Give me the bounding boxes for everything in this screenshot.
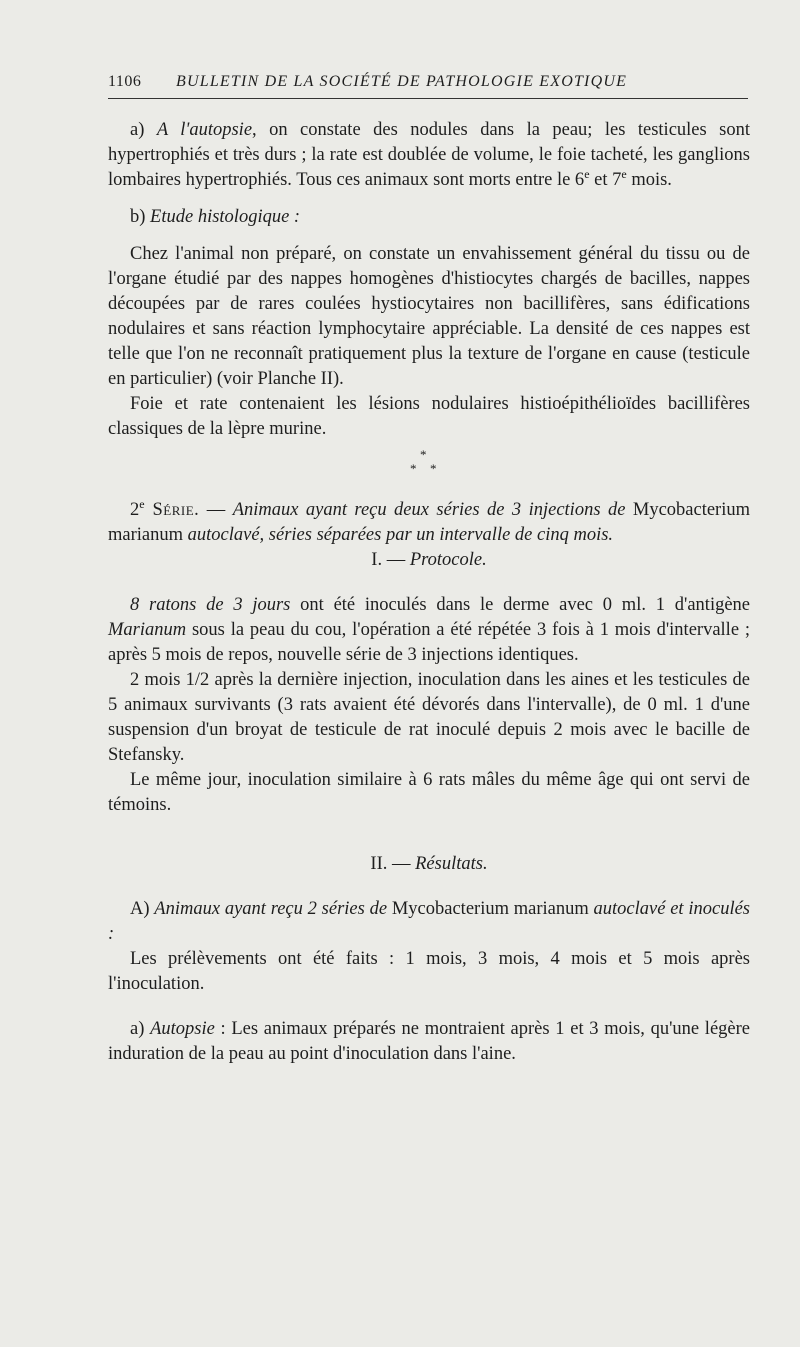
paragraph-text: ont été inoculés dans le derme avec 0 ml. 1 d'antigène xyxy=(290,595,751,615)
series-heading xyxy=(108,498,750,548)
asterism xyxy=(108,442,750,486)
section-protocole-heading xyxy=(108,548,750,573)
paragraph-label: a) xyxy=(130,1019,151,1039)
paragraph-temoins: Le même jour, inoculation similaire à 6 rats mâles du même âge qui ont servi de témoins. xyxy=(108,770,750,815)
section-numeral: II. — xyxy=(370,854,416,874)
paragraph-label: A) xyxy=(130,899,155,919)
paragraph-text: , on constate des nodules dans la peau; les testicules sont hypertrophiés et très durs ; la rate est doublée de volume, le foie tacheté, les ganglions lombaires hypertrophiés. Tous ces animaux sont morts entre le 6 xyxy=(108,120,750,190)
series-number: 2 xyxy=(130,500,140,520)
italic-phrase: Animaux ayant reçu deux séries de 3 injections de xyxy=(232,500,626,520)
paragraph-text: sous la peau du cou, l'opération a été répétée 3 fois à 1 mois d'intervalle ; après 5 mois de repos, nouvelle série de 3 injections identiques. xyxy=(108,620,750,665)
running-title: BULLETIN DE LA SOCIÉTÉ DE PATHOLOGIE EXOTIQUE xyxy=(176,73,628,90)
series-label: Série. xyxy=(144,500,200,520)
italic-phrase: Animaux ayant reçu 2 séries de xyxy=(154,899,388,919)
paragraph-etude-heading xyxy=(108,205,750,230)
asterism-star: * xyxy=(430,461,437,476)
paragraph-animaux-heading xyxy=(108,897,750,947)
italic-phrase: Marianum xyxy=(108,620,187,640)
species-name: Mycobacterium marianum xyxy=(387,899,594,919)
paragraph-label: a) xyxy=(130,120,157,140)
paragraph-inoculation: 2 mois 1/2 après la dernière injection, inoculation dans les aines et les testicules de 5 animaux survivants (3 rats avaient été dévorés dans l'intervalle), de 0 ml. 1 d'une suspension d'un broyat de testicule de rat inoculé depuis 2 mois avec le bacille de Stefansky. xyxy=(108,670,750,765)
section-numeral: I. — xyxy=(371,550,410,570)
dash: — xyxy=(199,500,233,520)
paragraph-label: b) xyxy=(130,207,151,227)
italic-phrase: autoclavé et inoculés : xyxy=(108,899,750,944)
paragraph-text: et 7 xyxy=(589,170,622,190)
superscript: e xyxy=(139,497,145,511)
species-name: Mycobacterium marianum xyxy=(108,500,750,545)
paragraph-ratons xyxy=(108,593,750,668)
italic-phrase: Etude histologique : xyxy=(150,207,301,227)
body-text xyxy=(108,118,750,1067)
italic-phrase: autoclavé, séries séparées par un intervalle de cinq mois. xyxy=(187,525,614,545)
superscript: e xyxy=(584,167,590,181)
asterism-star: * xyxy=(420,447,427,462)
paragraph-foie-rate: Foie et rate contenaient les lésions nodulaires histioépithélioïdes bacillifères classiques de la lèpre murine. xyxy=(108,394,750,439)
paragraph-autopsie xyxy=(108,118,750,193)
italic-phrase: A l'autopsie xyxy=(156,120,253,140)
section-title: Protocole. xyxy=(409,550,487,570)
italic-phrase: 8 ratons de 3 jours xyxy=(130,595,291,615)
paragraph-autopsie-resultats xyxy=(108,1017,750,1067)
section-title: Résultats. xyxy=(415,854,488,874)
paragraph-animal-non-prepare: Chez l'animal non préparé, on constate un envahissement général du tissu ou de l'organe étudié par des nappes homogènes d'histiocytes chargés de bacilles, nappes découpées par de rares coulées hystiocytaires non bacillifères, sans édifications nodulaires et sans réaction lymphocytaire appréciable. La densité de ces nappes est telle que l'on ne reconnaît pratiquement plus la texture de l'organe en cause (testicule en particulier) (voir Planche II). xyxy=(108,244,750,389)
italic-phrase: Autopsie xyxy=(150,1019,215,1039)
page-number: 1106 xyxy=(108,73,142,90)
paragraph-prelevements: Les prélèvements ont été faits : 1 mois, 3 mois, 4 mois et 5 mois après l'inoculation. xyxy=(108,949,750,994)
header-rule xyxy=(108,98,748,99)
superscript: e xyxy=(621,167,627,181)
asterism-star: * xyxy=(410,461,417,476)
paragraph-text: : Les animaux préparés ne montraient après 1 et 3 mois, qu'une légère induration de la peau au point d'inoculation dans l'aine. xyxy=(108,1019,750,1064)
running-header xyxy=(108,70,748,94)
section-resultats-heading xyxy=(108,852,750,877)
paragraph-text: mois. xyxy=(626,170,672,190)
